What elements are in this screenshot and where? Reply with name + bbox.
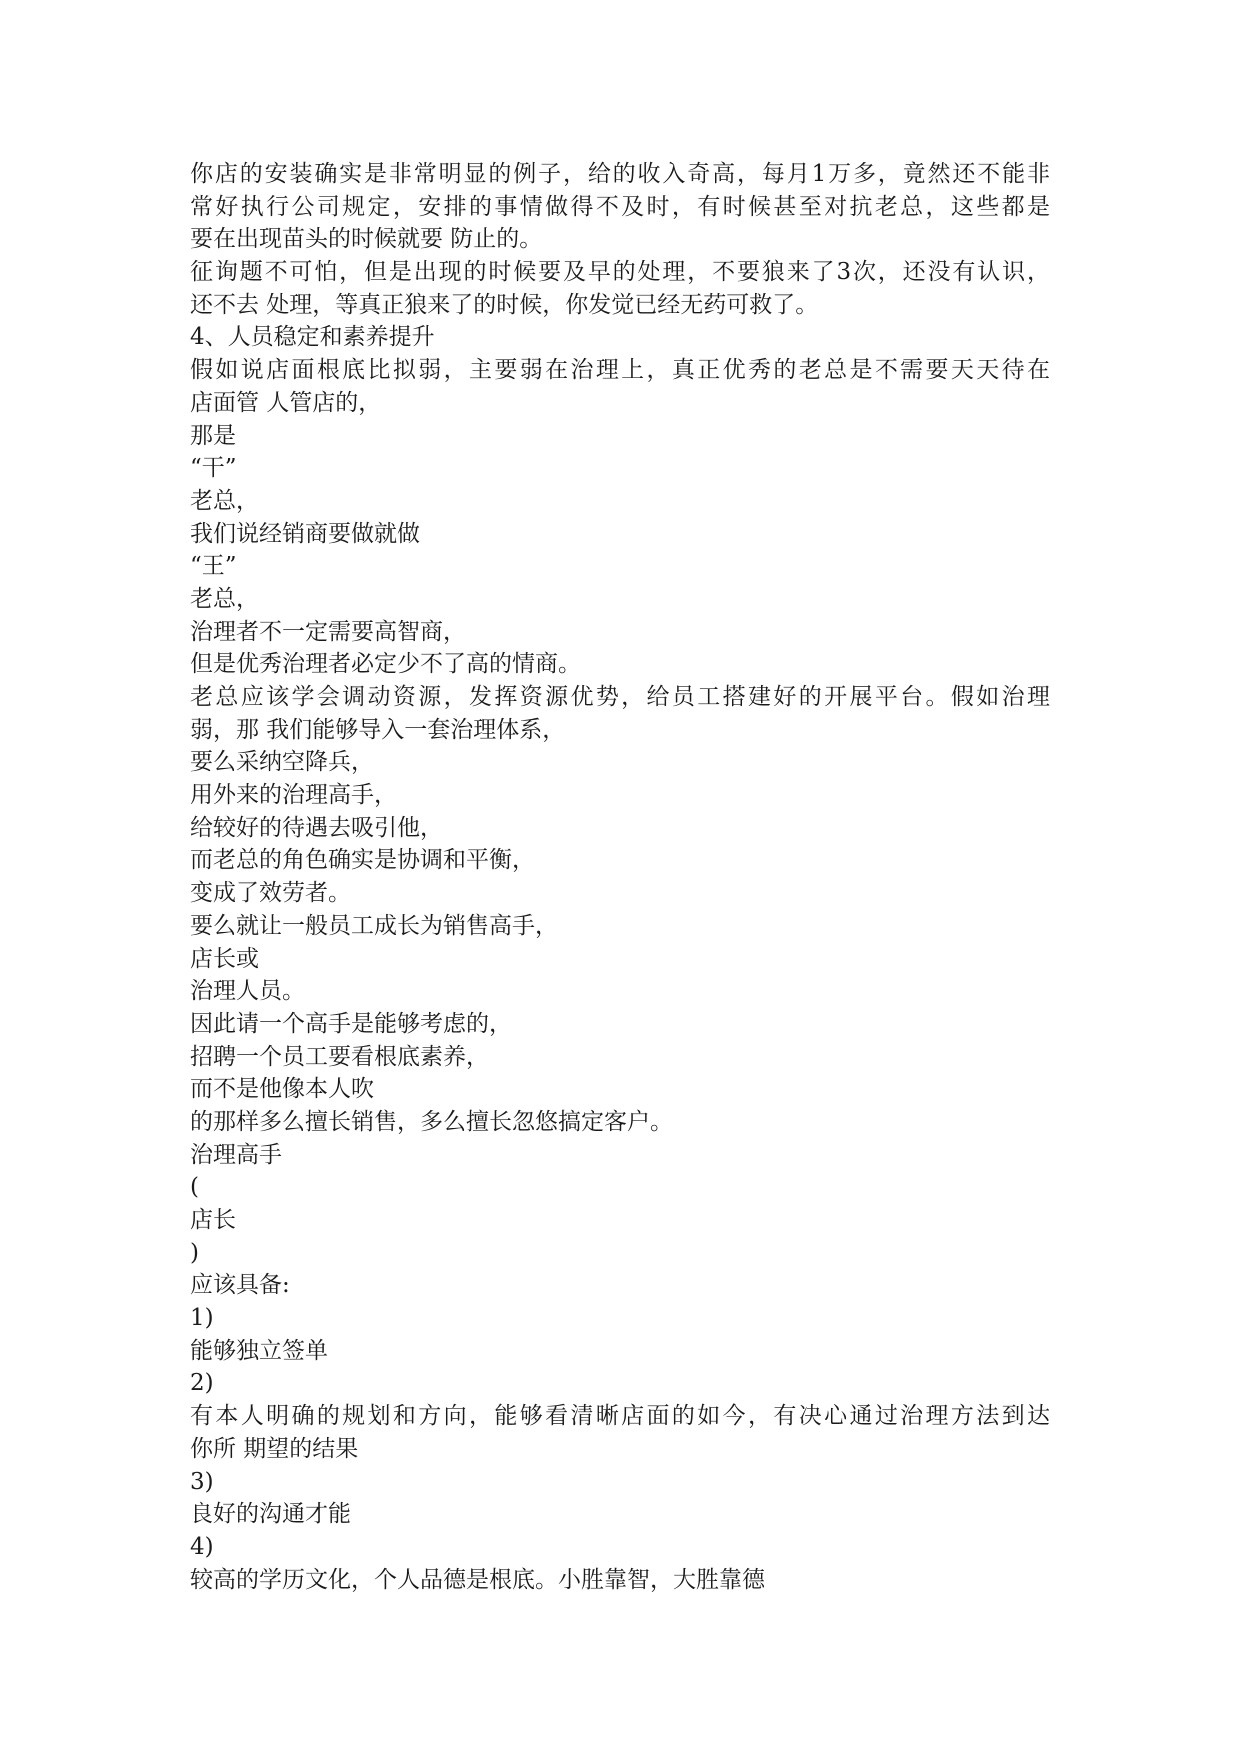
text-line: 你店的安装确实是非常明显的例子，给的收入奇高，每月1万多，竟然还不能非 <box>190 161 1050 187</box>
list-item-text: 你所 期望的结果 <box>190 1435 359 1462</box>
text-line: 的那样多么擅长销售，多么擅长忽悠搞定客户。 <box>190 1108 673 1135</box>
list-number: 1) <box>190 1305 214 1332</box>
text-line: 治理人员。 <box>190 978 305 1005</box>
text-line: 变成了效劳者。 <box>190 880 351 907</box>
text-line: 要么采纳空降兵， <box>190 749 374 776</box>
list-item-text: 有本人明确的规划和方向，能够看清晰店面的如今，有决心通过治理方法到达 <box>190 1403 1050 1430</box>
text-line: 老总， <box>190 487 259 514</box>
text-line: 弱，那 我们能够导入一套治理体系， <box>190 716 566 743</box>
list-number: 2) <box>190 1370 214 1397</box>
text-line: 还不去 处理，等真正狼来了的时候，你发觉已经无药可救了。 <box>190 291 819 318</box>
text-line: 要么就让一般员工成长为销售高手， <box>190 912 558 939</box>
text-line: 那是 <box>190 422 236 449</box>
text-line: 因此请一个高手是能够考虑的， <box>190 1010 512 1037</box>
text-line: 治理者不一定需要高智商， <box>190 618 466 645</box>
text-line: 店面管 人管店的， <box>190 389 382 416</box>
text-line: 治理高手 <box>190 1141 282 1168</box>
text-line: 常好执行公司规定，安排的事情做得不及时，有时候甚至对抗老总，这些都是 <box>190 193 1050 220</box>
text-line: “王” <box>190 553 237 580</box>
list-number: 4) <box>190 1533 214 1560</box>
list-item-text: 较高的学历文化，个人品德是根底。小胜靠智，大胜靠德 <box>190 1566 765 1593</box>
section-heading: 4、人员稳定和素养提升 <box>190 324 435 351</box>
text-line: 要在出现苗头的时候就要 防止的。 <box>190 226 543 253</box>
text-line: 应该具备: <box>190 1272 290 1299</box>
text-line: 征询题不可怕，但是出现的时候要及早的处理，不要狼来了3次，还没有认识， <box>190 259 1050 286</box>
text-line: 用外来的治理高手， <box>190 782 397 809</box>
text-line: 给较好的待遇去吸引他， <box>190 814 443 841</box>
text-line: 店长或 <box>190 945 259 972</box>
text-line: 老总应该学会调动资源，发挥资源优势，给员工搭建好的开展平台。假如治理 <box>190 684 1050 710</box>
list-item-text: 良好的沟通才能 <box>190 1501 351 1528</box>
text-line: 而不是他像本人吹 <box>190 1076 374 1103</box>
text-line: “干” <box>190 455 237 482</box>
list-number: 3) <box>190 1468 214 1495</box>
text-line: ( <box>190 1174 199 1201</box>
text-line: 招聘一个员工要看根底素养， <box>190 1043 489 1070</box>
text-line: 老总， <box>190 585 259 612</box>
document-body <box>190 158 1050 1596</box>
text-line: 我们说经销商要做就做 <box>190 520 420 547</box>
text-line: 假如说店面根底比拟弱，主要弱在治理上，真正优秀的老总是不需要天天待在 <box>190 357 1050 384</box>
text-line: 但是优秀治理者必定少不了高的情商。 <box>190 651 581 678</box>
text-line: 店长 <box>190 1207 236 1233</box>
list-item-text: 能够独立签单 <box>190 1337 328 1364</box>
text-line: ) <box>190 1239 199 1266</box>
text-line: 而老总的角色确实是协调和平衡， <box>190 847 535 874</box>
